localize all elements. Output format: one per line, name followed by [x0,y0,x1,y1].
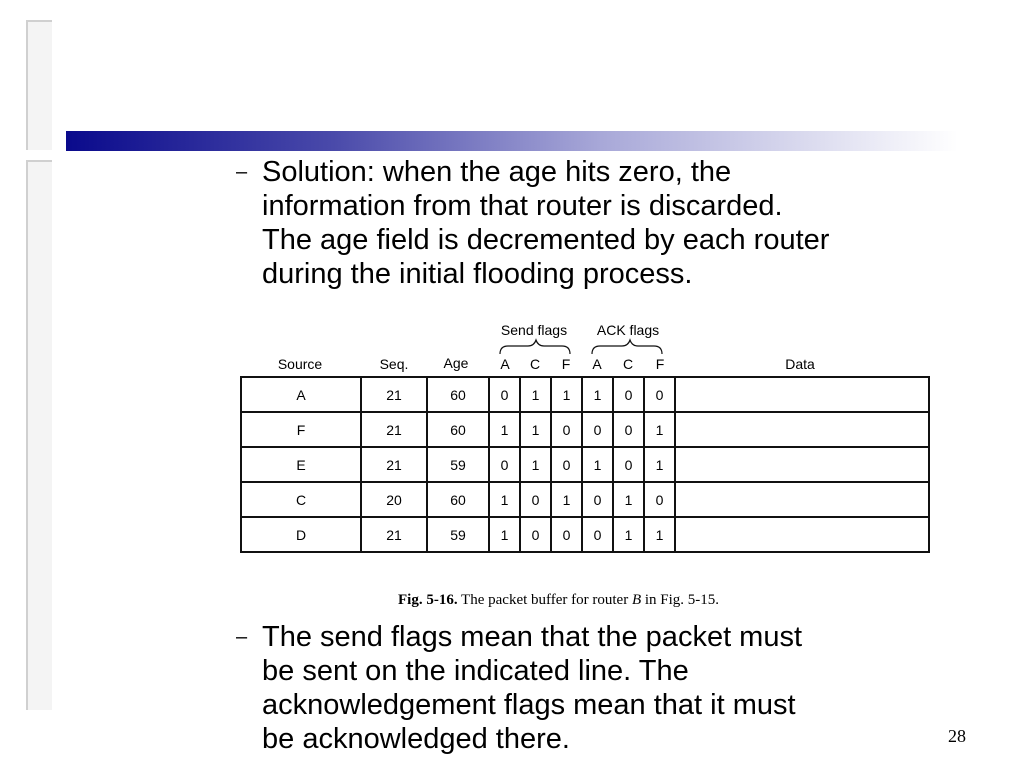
column-header-send-c: C [529,356,541,372]
caption-label: Fig. 5-16. [398,592,458,608]
table-cell-data [675,377,929,412]
bullet-marker: – [236,161,248,183]
send-flags-header: Send flags [500,322,568,338]
column-header-ack-f: F [655,356,665,372]
bullet-text: Solution: when the age hits zero, the information from that router is discarded. The age field is decremented by each router during the initial flooding process. [262,156,830,290]
column-header-ack-a: A [592,356,602,372]
caption-text-after: in Fig. 5-15. [641,592,720,608]
table-cell: 0 [520,517,551,552]
table-row [241,517,929,552]
caption-router: B [631,592,642,608]
table-cell: 1 [613,517,644,552]
table-row [241,447,929,482]
table-cell: 21 [361,517,427,552]
column-header-age: Age [443,355,469,371]
caption-text-before: The packet buffer for router [457,592,632,608]
table-cell: 59 [427,517,489,552]
packet-buffer-table [240,376,930,553]
column-header-source: Source [277,356,323,372]
table-row [241,377,929,412]
table-cell-data [675,482,929,517]
table-cell: 1 [489,412,520,447]
table-cell: A [241,377,361,412]
table-cell: C [241,482,361,517]
table-cell: 0 [644,482,675,517]
column-header-send-f: F [561,356,571,372]
table-cell: 0 [613,412,644,447]
table-cell: 1 [489,517,520,552]
table-cell: 60 [427,482,489,517]
table-cell: 1 [551,482,582,517]
table-cell: 0 [644,377,675,412]
table-cell: 0 [551,447,582,482]
table-cell: 1 [489,482,520,517]
table-cell: 1 [582,447,613,482]
ack-flags-brace [592,340,662,354]
table-cell: E [241,447,361,482]
table-cell: 21 [361,447,427,482]
table-cell: 60 [427,412,489,447]
table-row [241,412,929,447]
column-header-ack-c: C [622,356,634,372]
send-flags-brace [500,340,570,354]
table-cell: 1 [613,482,644,517]
bullet-text: The send flags mean that the packet must be sent on the indicated line. The acknowledgement flags mean that it must be acknowledged there. [262,621,803,755]
ack-flags-header: ACK flags [596,322,660,338]
column-header-data: Data [785,356,815,372]
table-cell: 0 [489,447,520,482]
table-cell: D [241,517,361,552]
table-cell-data [675,412,929,447]
table-cell: 21 [361,412,427,447]
table-cell: 1 [520,447,551,482]
slide-number: 28 [948,726,966,746]
packet-buffer-figure [236,316,936,586]
table-cell: 0 [613,377,644,412]
table-cell: 60 [427,377,489,412]
table-cell: 0 [582,482,613,517]
title-gradient-bar [66,131,958,151]
bullet-flags-meaning [236,620,936,756]
figure-caption [398,592,719,609]
table-cell: 1 [644,517,675,552]
table-cell: 0 [551,517,582,552]
table-cell: 1 [644,447,675,482]
decorative-frame-top [26,20,52,150]
decorative-frame-bottom [26,160,52,710]
bullet-marker: – [236,626,248,648]
table-cell: 20 [361,482,427,517]
table-cell: 59 [427,447,489,482]
column-header-send-a: A [500,356,510,372]
brace-graphics [236,316,936,376]
table-cell: 1 [551,377,582,412]
table-cell: 1 [582,377,613,412]
table-cell: 1 [644,412,675,447]
table-cell: 0 [489,377,520,412]
bullet-solution [236,155,936,291]
column-header-seq: Seq. [379,356,409,372]
table-cell: F [241,412,361,447]
table-cell: 1 [520,377,551,412]
table-cell: 21 [361,377,427,412]
table-row [241,482,929,517]
table-cell: 1 [520,412,551,447]
table-cell: 0 [582,517,613,552]
table-cell: 0 [520,482,551,517]
table-cell: 0 [613,447,644,482]
table-cell: 0 [551,412,582,447]
table-cell-data [675,447,929,482]
table-cell: 0 [582,412,613,447]
table-cell-data [675,517,929,552]
